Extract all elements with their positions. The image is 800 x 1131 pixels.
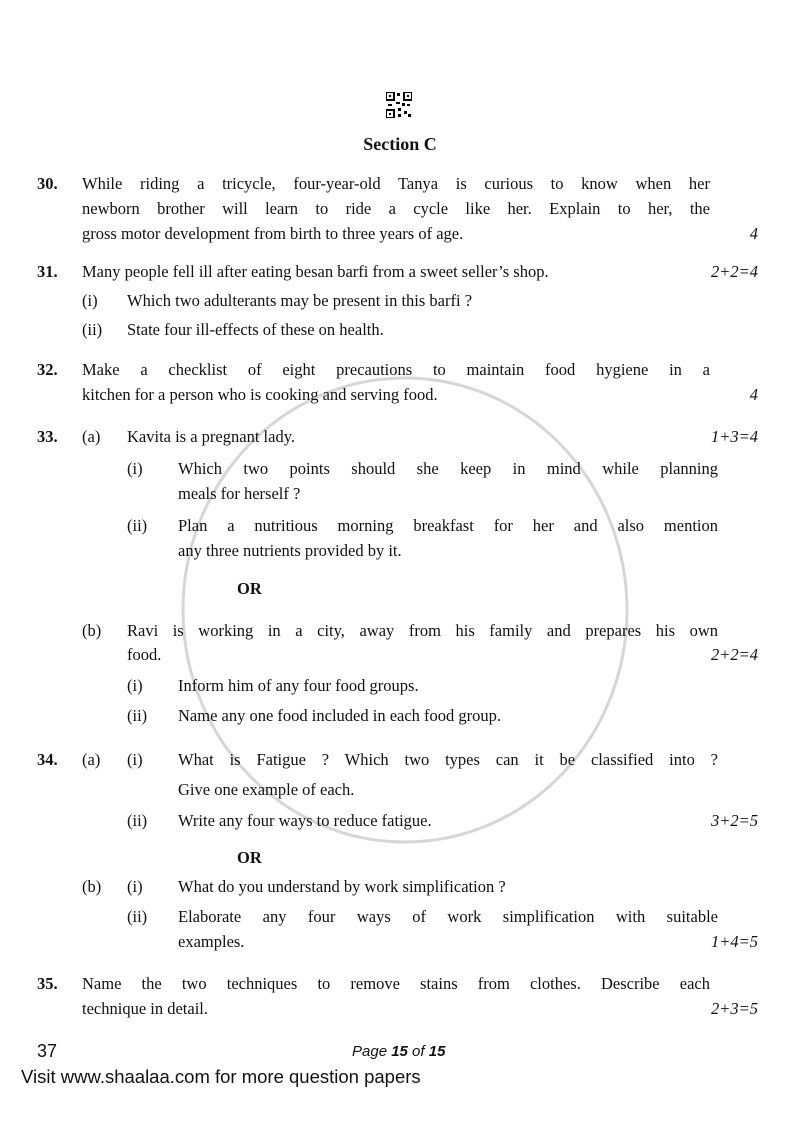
question-text: Make a checklist of eight precautions to maintain food hygiene in a <box>82 360 710 379</box>
sub-label: (ii) <box>127 706 148 725</box>
question-text: technique in detail. <box>82 999 208 1018</box>
sub-label: (ii) <box>127 516 148 535</box>
page-current: 15 <box>391 1043 408 1060</box>
sub-question-text: examples. <box>178 932 245 951</box>
sub-question-text: Which two adulterants may be present in this barfi ? <box>127 291 473 310</box>
page-total: 15 <box>428 1043 446 1060</box>
question-number: 35. <box>37 974 58 993</box>
question-text: Many people fell ill after eating besan barfi from a sweet seller’s shop. <box>82 262 549 281</box>
sub-question-text: What is Fatigue ? Which two types can it be classified into ? <box>178 750 718 769</box>
question-text: Name the two techniques to remove stains from clothes. Describe each <box>82 974 710 993</box>
sub-question-text: What do you understand by work simplification ? <box>178 877 506 896</box>
sub-question-text: Elaborate any four ways of work simplification with suitable <box>178 907 718 926</box>
question-text: While riding a tricycle, four-year-old Tanya is curious to know when her <box>82 174 710 193</box>
marks: 2+2=4 <box>710 645 758 664</box>
sub-question-text: meals for herself ? <box>178 484 301 503</box>
watermark-circle <box>183 378 627 842</box>
marks: 1+3=4 <box>710 427 758 446</box>
paper-code: 37 <box>37 1041 58 1061</box>
question-text: food. <box>127 645 162 664</box>
question-number: 31. <box>37 262 58 281</box>
question-text: newborn brother will learn to ride a cycle like her. Explain to her, the <box>82 199 710 218</box>
marks: 4 <box>749 224 758 243</box>
qr-code-icon <box>386 92 412 118</box>
marks: 2+2=4 <box>710 262 758 281</box>
marks: 2+3=5 <box>710 999 758 1018</box>
page-prefix: Page <box>352 1043 392 1060</box>
sub-question-text: Inform him of any four food groups. <box>178 676 419 695</box>
question-number: 30. <box>37 174 58 193</box>
question-text: kitchen for a person who is cooking and serving food. <box>82 385 438 404</box>
sub-question-text: Name any one food included in each food group. <box>178 706 502 725</box>
sub-question-text: Write any four ways to reduce fatigue. <box>178 811 432 830</box>
question-text: gross motor development from birth to three years of age. <box>82 224 464 243</box>
marks: 1+4=5 <box>710 932 758 951</box>
sub-label: (ii) <box>82 320 103 339</box>
option-label: (a) <box>82 427 101 446</box>
visit-link[interactable]: Visit www.shaalaa.com for more question papers <box>21 1066 421 1087</box>
option-label: (a) <box>82 750 101 769</box>
sub-question-text: Plan a nutritious morning breakfast for her and also mention <box>178 516 718 535</box>
option-label: (b) <box>82 877 102 896</box>
question-text: Kavita is a pregnant lady. <box>127 427 295 446</box>
sub-question-text: State four ill-effects of these on health. <box>127 320 384 339</box>
sub-question-text: Give one example of each. <box>178 780 355 799</box>
sub-label: (i) <box>82 291 98 310</box>
marks: 4 <box>749 385 758 404</box>
page-number <box>352 1042 445 1062</box>
sub-label: (i) <box>127 459 143 478</box>
sub-question-text: any three nutrients provided by it. <box>178 541 402 560</box>
question-number: 34. <box>37 750 58 769</box>
sub-label: (ii) <box>127 811 148 830</box>
question-number: 33. <box>37 427 58 446</box>
page-of: of <box>407 1043 429 1060</box>
option-label: (b) <box>82 621 102 640</box>
or-label: OR <box>237 579 262 598</box>
sub-label: (i) <box>127 750 143 769</box>
sub-label: (ii) <box>127 907 148 926</box>
question-text: Ravi is working in a city, away from his family and prepares his own <box>127 621 718 640</box>
question-number: 32. <box>37 360 58 379</box>
sub-question-text: Which two points should she keep in mind while planning <box>178 459 718 478</box>
sub-label: (i) <box>127 877 143 896</box>
or-label: OR <box>237 848 262 867</box>
section-title: Section C <box>363 134 437 154</box>
marks: 3+2=5 <box>710 811 758 830</box>
sub-label: (i) <box>127 676 143 695</box>
